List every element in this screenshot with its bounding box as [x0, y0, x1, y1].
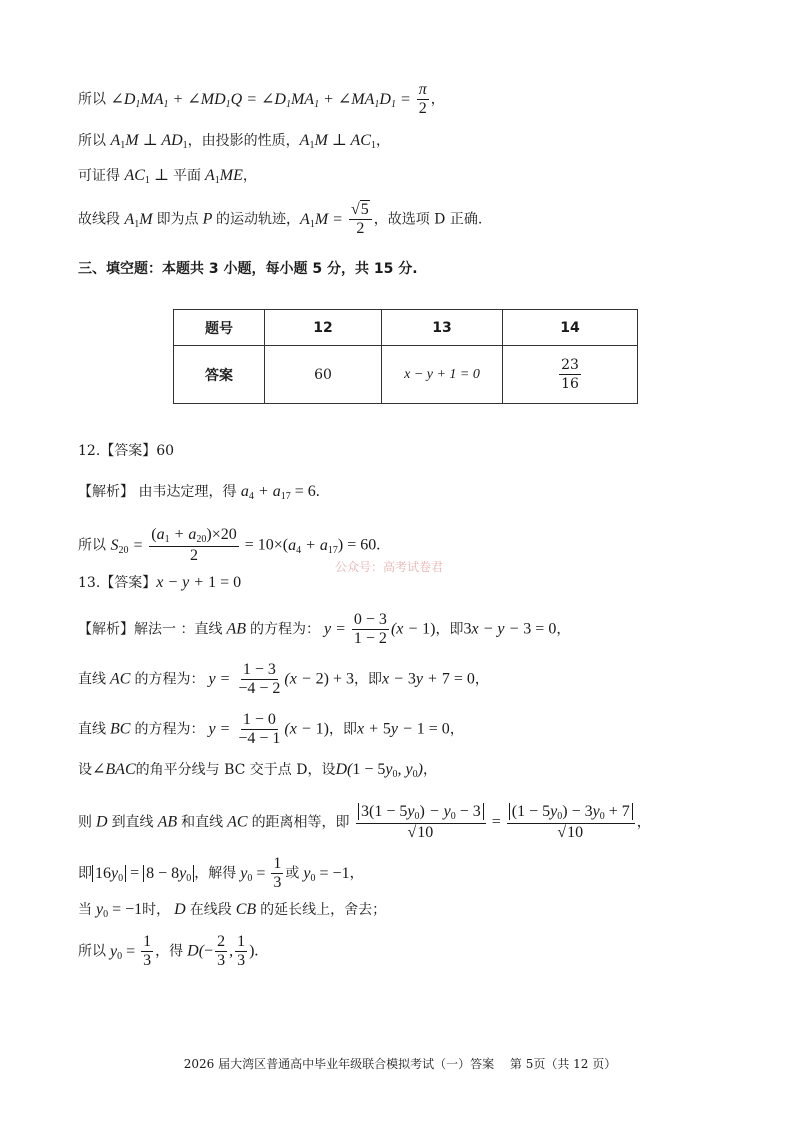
line-perpendicular: 所以 $A_1M$ ⊥ $AD_1$，由投影的性质，$A_1M$ ⊥ $AC_1$，: [78, 132, 390, 151]
table-ans-14: $\frac{23}{16}$: [503, 346, 638, 404]
line-trajectory: 故线段 $A_1M$ 即为点 P 的运动轨迹，$A_1M$ = $\frac{√5}{2}$ ，故选项 D 正确.: [78, 201, 483, 237]
section-heading: 三、填空题：本题共 3 小题，每小题 5 分，共 15 分.: [78, 261, 418, 277]
watermark: 公众号：高考试卷君: [335, 560, 444, 574]
q12-sum: 所以 $S_{20}$ = $\frac{(a_1 + a_{20})\times 20}{2}$ = $10\times(a_4 + a_{17}) = 60$.: [78, 526, 381, 564]
answer-table: [173, 309, 638, 404]
q13-line-bc: 直线 BC 的方程为： y = $\frac{1 - 0}{-4 - 1}$ (x − 1)，即x + 5y − 1 = 0，: [78, 711, 464, 747]
q12-analysis: 【解析】 由韦达定理，得 $a_4 + a_{17} = 6$.: [78, 483, 320, 502]
line-plane: 可证得 $AC_1$ ⊥ 平面 $A_1ME$，: [78, 167, 257, 186]
q13-line-ab: 【解析】解法一 ：直线 AB 的方程为： y = $\frac{0 - 3}{1 - 2}$ (x − 1)，即3x − y − 3 = 0，: [78, 611, 571, 647]
q13-line-ac: 直线 AC 的方程为： y = $\frac{1 - 3}{-4 - 2}$ (x − 2) + 3，即x − 3y + 7 = 0，: [78, 661, 489, 697]
q13-reject: 当 $y_0 = -1$时， D 在线段 CB 的延长线上，舍去；: [78, 901, 387, 920]
table-num-13: 13: [382, 310, 503, 346]
table-header-label: 题号: [174, 310, 265, 346]
table-num-12: 12: [265, 310, 382, 346]
table-ans-12: 60: [265, 346, 382, 404]
table-num-14: 14: [503, 310, 638, 346]
q13-answer: 13.【答案】x − y + 1 = 0: [78, 574, 242, 591]
page-footer: 2026 届大湾区普通高中毕业年级联合模拟考试（一）答案 第 5页（共 12 页）: [183, 1057, 617, 1071]
table-ans-13: x − y + 1 = 0: [382, 346, 503, 404]
table-row-label: 答案: [174, 346, 265, 404]
q12-answer: 12.【答案】60: [78, 443, 175, 459]
q13-solve: 即 $16y_0 = 8 - 8y_0$ ，解得 $y_0$ = $\frac{1}{3}$ 或 $y_0 = -1$，: [78, 855, 364, 891]
line-angle-sum: 所以 $\angle D_1MA_1$ + $\angle MD_1Q$ = $\angle D_1MA_1$ + $\angle MA_1D_1$ = $\frac{\pi}{2}$ ，: [78, 81, 445, 117]
q13-distance: 则 D 到直线 AB 和直线 AC 的距离相等，即 $\frac{3(1 - 5y_0) - y_0 - 3}{√10}$ = $\frac{(1 - 5y_0) - 3y_0 + 7}{√10}$ ，: [78, 803, 651, 841]
q13-final: 所以 $y_0$ = $\frac{1}{3}$ ，得 D(− $\frac{2}{3}$ , $\frac{1}{3}$ ).: [78, 933, 259, 969]
q13-bisector: 设∠BAC的角平分线与 BC 交于点 D，设$D(1 - 5y_0$, $y_0$)，: [78, 761, 437, 780]
